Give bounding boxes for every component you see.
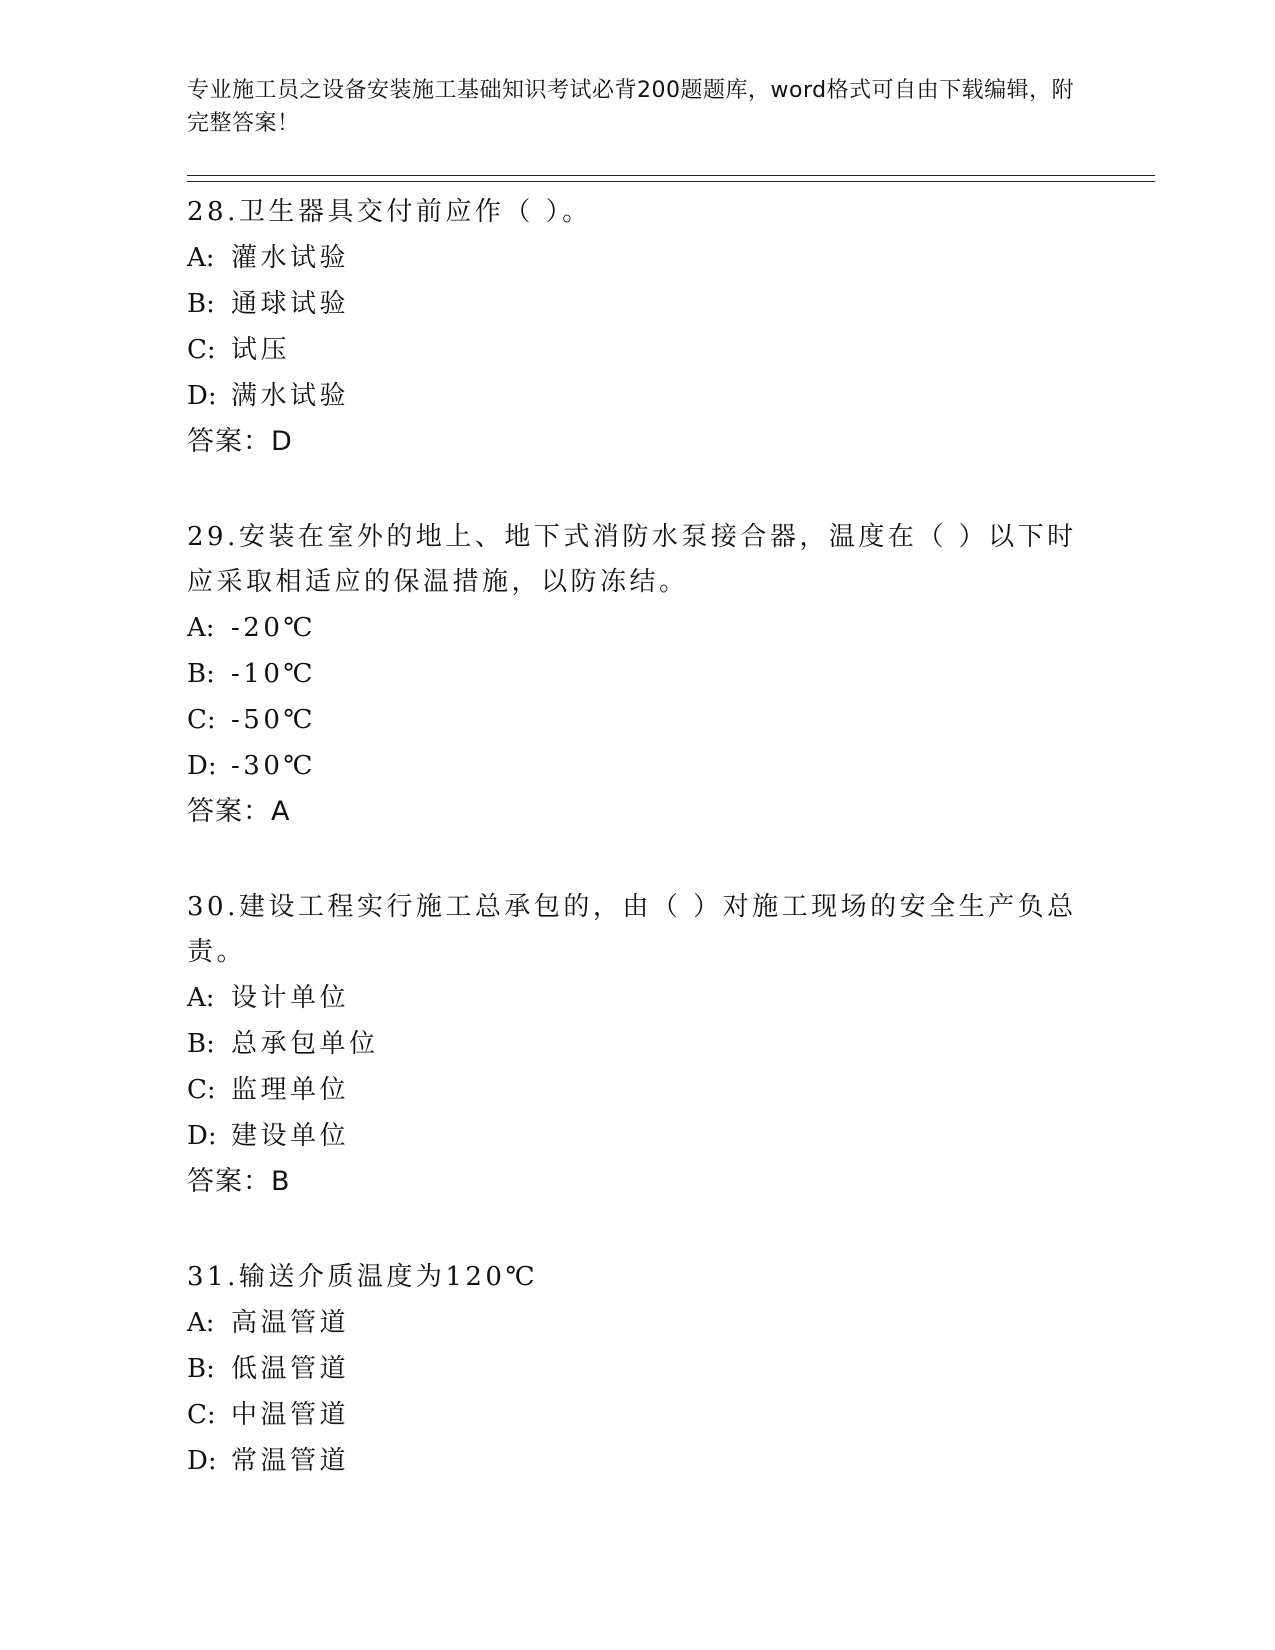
option-d <box>187 1438 1077 1484</box>
option-letter: A: <box>187 243 215 273</box>
option-text: 设计单位 <box>231 983 350 1013</box>
answer-line: 答案：D <box>187 426 293 457</box>
answer-line: 答案：A <box>187 796 291 827</box>
option-b <box>187 1021 1077 1067</box>
option-letter: C: <box>187 705 216 735</box>
option-letter: A: <box>187 613 215 643</box>
header-divider-bottom <box>187 181 1155 182</box>
option-text: -20℃ <box>231 613 316 643</box>
option-text: 满水试验 <box>231 381 350 411</box>
option-b <box>187 1346 1077 1392</box>
question-stem: 28.卫生器具交付前应作（ ）。 <box>187 197 592 227</box>
option-d <box>187 373 1077 419</box>
option-a <box>187 605 1077 651</box>
header-divider-top <box>187 175 1155 176</box>
question-31 <box>187 1255 1077 1484</box>
option-letter: D: <box>187 1121 217 1151</box>
question-stem: 30.建设工程实行施工总承包的，由（ ）对施工现场的安全生产负总责。 <box>187 892 1077 967</box>
option-text: 建设单位 <box>231 1121 350 1151</box>
option-text: 试压 <box>231 335 291 365</box>
option-text: 监理单位 <box>231 1075 350 1105</box>
option-d <box>187 1113 1077 1159</box>
option-text: 中温管道 <box>231 1400 350 1430</box>
question-30 <box>187 885 1077 1205</box>
option-a <box>187 235 1077 281</box>
option-letter: C: <box>187 1075 216 1105</box>
option-letter: A: <box>187 983 215 1013</box>
option-c <box>187 327 1077 373</box>
option-letter: D: <box>187 751 217 781</box>
option-text: -30℃ <box>231 751 316 781</box>
option-letter: B: <box>187 1354 215 1384</box>
option-b <box>187 651 1077 697</box>
option-text: 高温管道 <box>231 1308 350 1338</box>
question-29 <box>187 515 1077 835</box>
document-header: 专业施工员之设备安装施工基础知识考试必背200题题库，word格式可自由下载编辑，附完整答案！ <box>187 78 1075 136</box>
option-letter: D: <box>187 381 217 411</box>
option-text: 总承包单位 <box>231 1029 379 1059</box>
question-stem: 29.安装在室外的地上、地下式消防水泵接合器，温度在（ ）以下时应采取相适应的保温措施，以防冻结。 <box>187 522 1077 597</box>
option-letter: C: <box>187 1400 216 1430</box>
option-text: 常温管道 <box>231 1446 350 1476</box>
answer-line: 答案：B <box>187 1166 291 1197</box>
option-c <box>187 1392 1077 1438</box>
option-c <box>187 1067 1077 1113</box>
option-text: 低温管道 <box>231 1354 350 1384</box>
option-a <box>187 1300 1077 1346</box>
option-letter: D: <box>187 1446 217 1476</box>
option-text: 通球试验 <box>231 289 350 319</box>
option-b <box>187 281 1077 327</box>
question-28 <box>187 190 1077 465</box>
question-stem: 31.输送介质温度为120℃ <box>187 1262 539 1292</box>
option-letter: B: <box>187 1029 215 1059</box>
question-list <box>187 190 1077 1534</box>
option-text: 灌水试验 <box>231 243 350 273</box>
option-c <box>187 697 1077 743</box>
option-letter: C: <box>187 335 216 365</box>
option-text: -50℃ <box>231 705 316 735</box>
option-letter: A: <box>187 1308 215 1338</box>
option-letter: B: <box>187 659 215 689</box>
option-d <box>187 743 1077 789</box>
option-text: -10℃ <box>231 659 316 689</box>
option-letter: B: <box>187 289 215 319</box>
option-a <box>187 975 1077 1021</box>
